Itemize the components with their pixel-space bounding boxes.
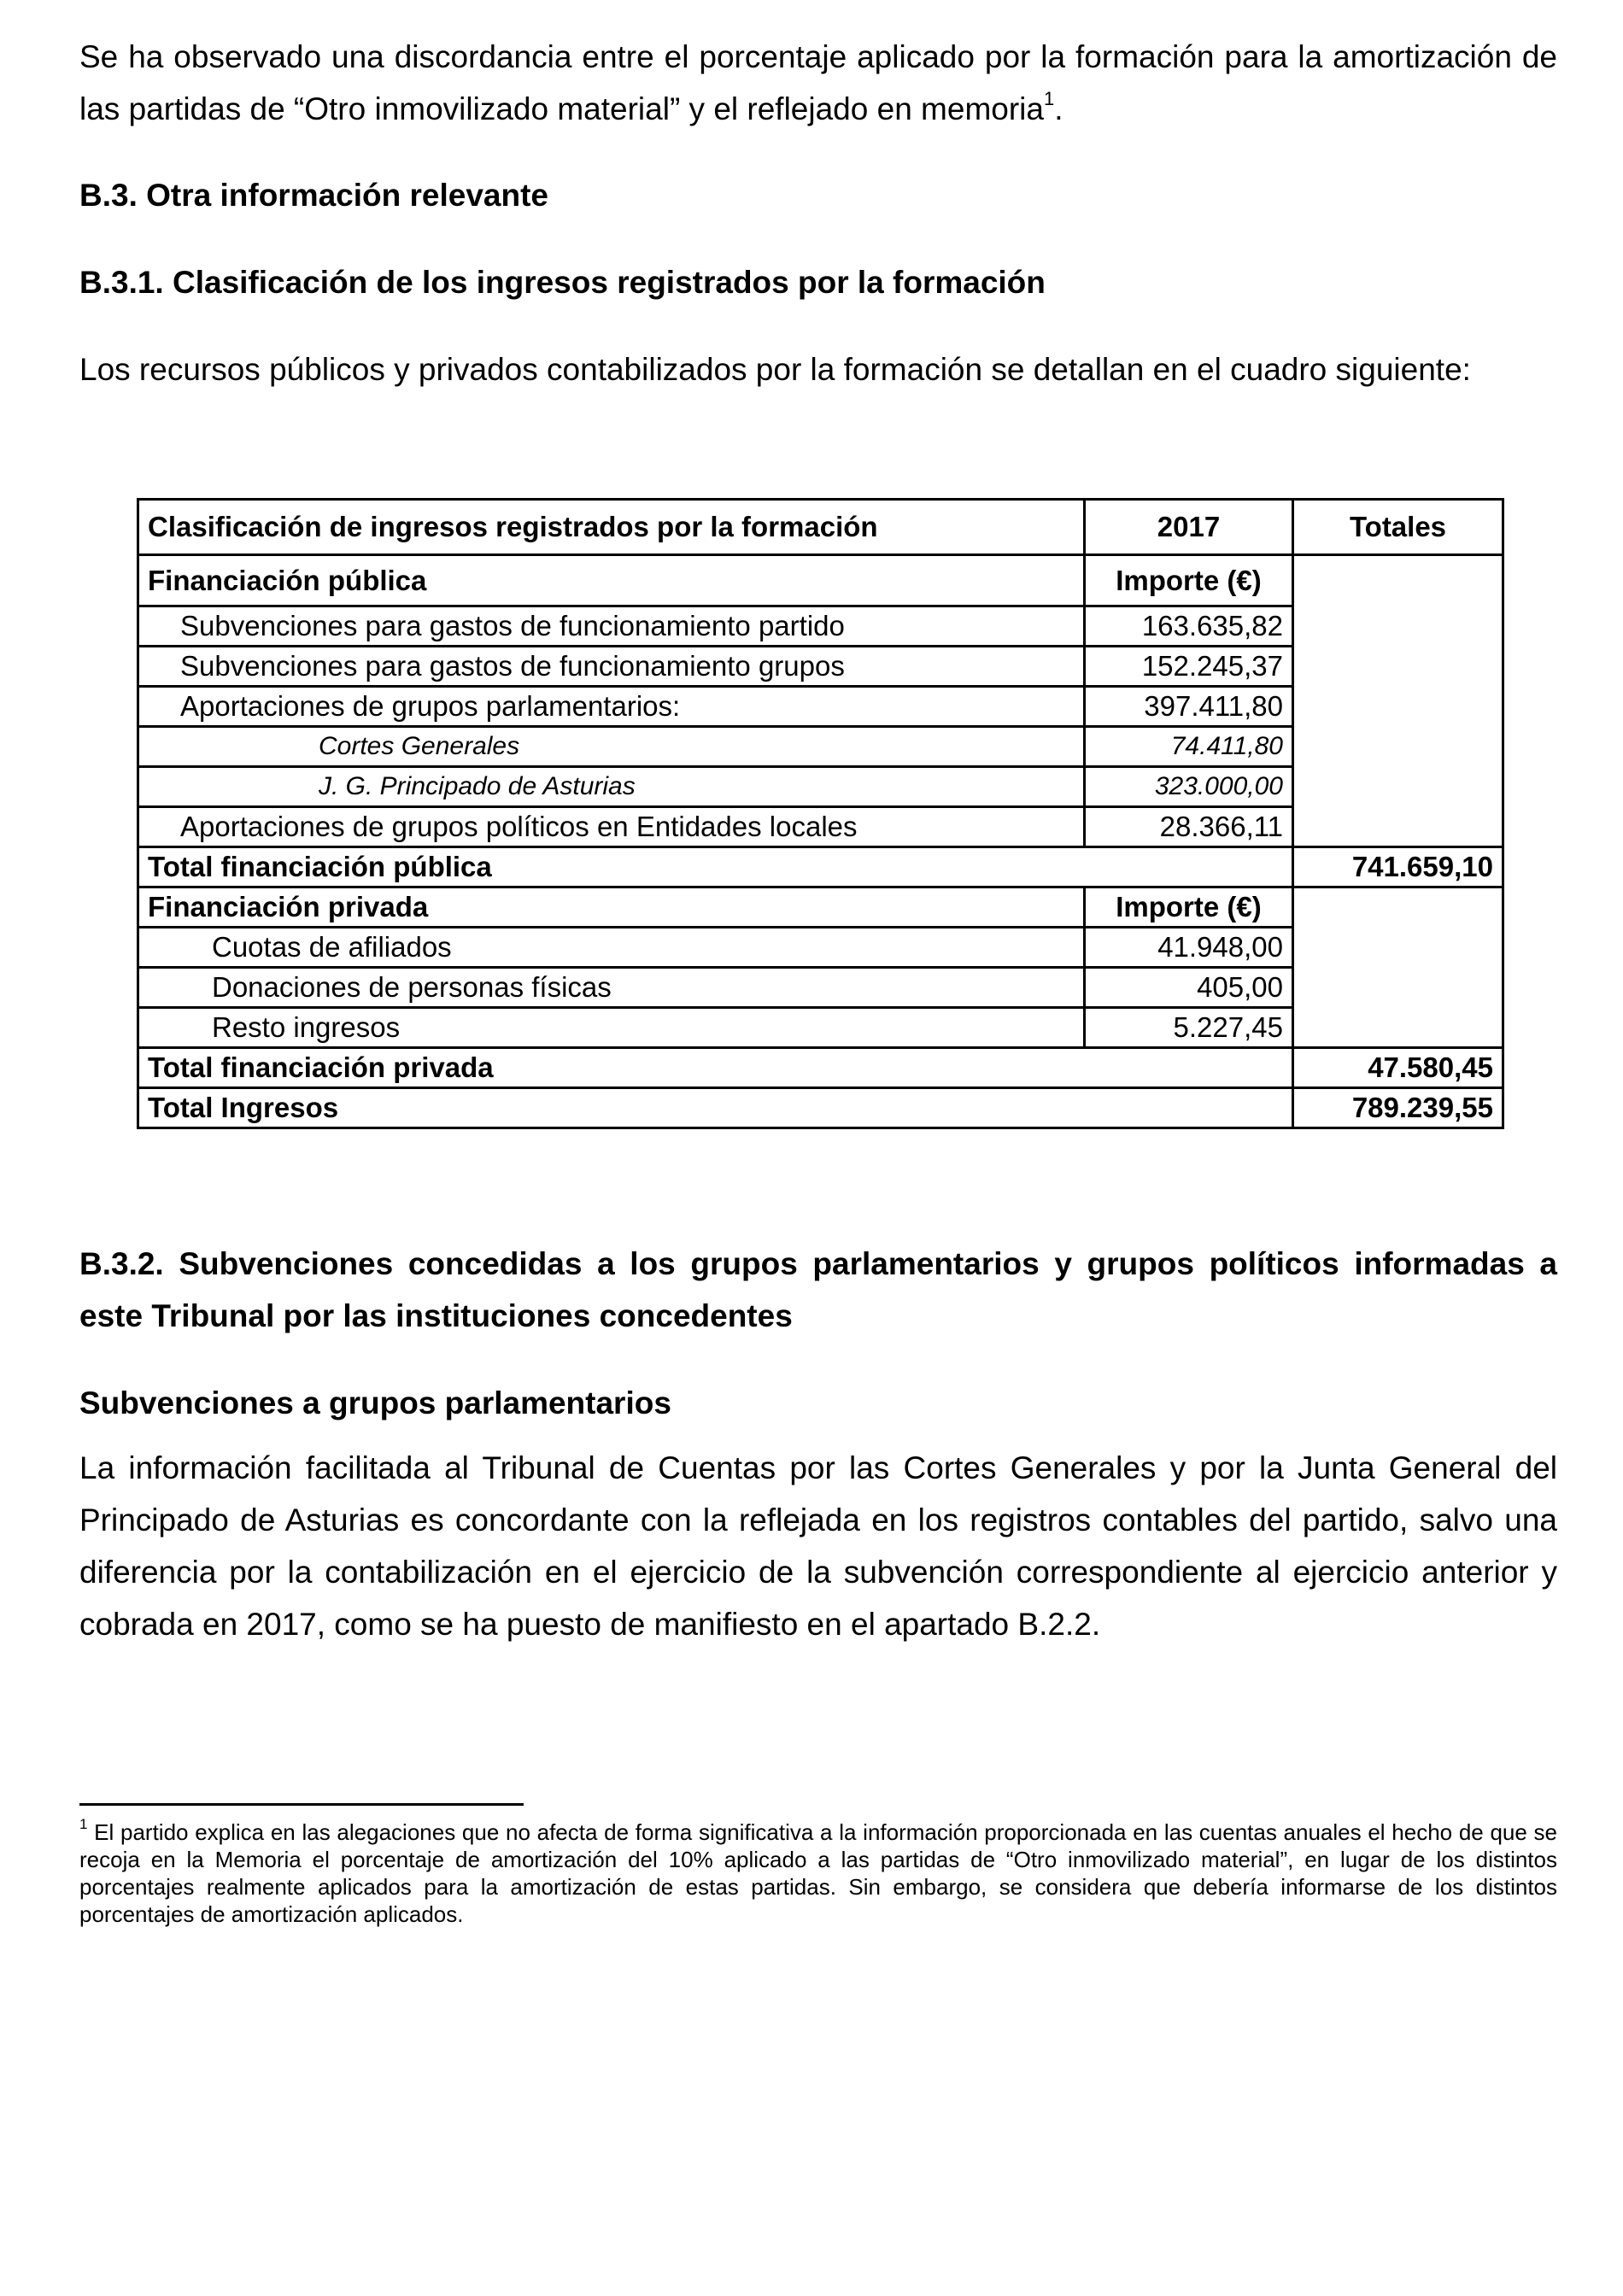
section-b32-paragraph: La información facilitada al Tribunal de Cuentas por las Cortes Generales y por la Junta General del Principado de Asturias es concordante con la reflejada en los registros contables del partido, salvo una diferencia por la contabilización en el ejercicio de la subvención correspondiente al ejercicio anterior y cobrada en 2017, como se ha puesto de manifiesto en el apartado B.2.2.	[79, 1450, 1557, 1642]
section-b32-subheading: Subvenciones a grupos parlamentarios	[79, 1385, 671, 1420]
row-value: 28.366,11	[1085, 807, 1293, 847]
section-b3-heading: B.3. Otra información relevante	[79, 178, 549, 213]
table-header-classification: Clasificación de ingresos registrados por la formación	[138, 500, 1085, 555]
row-value: 163.635,82	[1085, 606, 1293, 647]
public-total-row	[138, 847, 1503, 887]
intro-paragraph-text: Se ha observado una discordancia entre el porcentaje aplicado por la formación para la amortización de las partidas de “Otro inmovilizado material” y el reflejado en memoria	[79, 39, 1557, 126]
row-label: Cuotas de afiliados	[138, 928, 1085, 968]
footnote-divider	[79, 1803, 524, 1806]
section-b32-heading: B.3.2. Subvenciones concedidas a los grupos parlamentarios y grupos políticos informadas a este Tribunal por las instituciones concedentes	[79, 1246, 1557, 1333]
section-b31-heading: B.3.1. Clasificación de los ingresos registrados por la formación	[79, 265, 1046, 300]
private-total-row	[138, 1048, 1503, 1088]
private-amount-header: Importe (€)	[1085, 887, 1293, 928]
row-label: Subvenciones para gastos de funcionamiento partido	[138, 606, 1085, 647]
section-b31-paragraph: Los recursos públicos y privados contabilizados por la formación se detallan en el cuadro siguiente:	[79, 352, 1471, 387]
row-label: Aportaciones de grupos políticos en Entidades locales	[138, 807, 1085, 847]
income-classification-table	[137, 498, 1504, 1129]
intro-paragraph-tail: .	[1054, 91, 1063, 126]
grand-total-row	[138, 1088, 1503, 1128]
private-total-label: Total financiación privada	[138, 1048, 1293, 1088]
row-value: 397.411,80	[1085, 687, 1293, 727]
public-total-label: Total financiación pública	[138, 847, 1293, 887]
grand-total-label: Total Ingresos	[138, 1088, 1293, 1128]
public-totals-blank-cell	[1293, 555, 1503, 847]
row-value: 152.245,37	[1085, 647, 1293, 687]
public-financing-header-row	[138, 555, 1503, 606]
row-label: Donaciones de personas físicas	[138, 968, 1085, 1008]
public-amount-header: Importe (€)	[1085, 555, 1293, 606]
private-totals-blank-cell	[1293, 887, 1503, 1048]
public-financing-label: Financiación pública	[138, 555, 1085, 606]
grand-total-value: 789.239,55	[1293, 1088, 1503, 1128]
subrow-value: 323.000,00	[1085, 767, 1293, 807]
row-value: 405,00	[1085, 968, 1293, 1008]
private-financing-label: Financiación privada	[138, 887, 1085, 928]
subrow-value: 74.411,80	[1085, 727, 1293, 767]
table-header-totals: Totales	[1293, 500, 1503, 555]
subrow-label: Cortes Generales	[138, 727, 1085, 767]
private-total-value: 47.580,45	[1293, 1048, 1503, 1088]
public-total-value: 741.659,10	[1293, 847, 1503, 887]
subrow-label: J. G. Principado de Asturias	[138, 767, 1085, 807]
private-financing-header-row	[138, 887, 1503, 928]
table-header-row	[138, 500, 1503, 555]
footnote-text: El partido explica en las alegaciones que no afecta de forma significativa a la información proporcionada en las cuentas anuales el hecho de que se recoja en la Memoria el porcentaje de amortización del 10% aplicado a las partidas de “Otro inmovilizado material”, en lugar de los distintos porcentajes realmente aplicados para la amortización de estas partidas. Sin embargo, se considera que debería informarse de los distintos porcentajes de amortización aplicados.	[79, 1819, 1557, 1927]
row-label: Aportaciones de grupos parlamentarios:	[138, 687, 1085, 727]
intro-paragraph	[79, 31, 1557, 135]
table-header-year: 2017	[1085, 500, 1293, 555]
footnote-reference[interactable]: 1	[1043, 87, 1055, 109]
row-label: Resto ingresos	[138, 1008, 1085, 1048]
row-value: 41.948,00	[1085, 928, 1293, 968]
row-value: 5.227,45	[1085, 1008, 1293, 1048]
row-label: Subvenciones para gastos de funcionamiento grupos	[138, 647, 1085, 687]
footnote-number: 1	[79, 1816, 88, 1833]
footnote	[79, 1816, 1557, 1928]
